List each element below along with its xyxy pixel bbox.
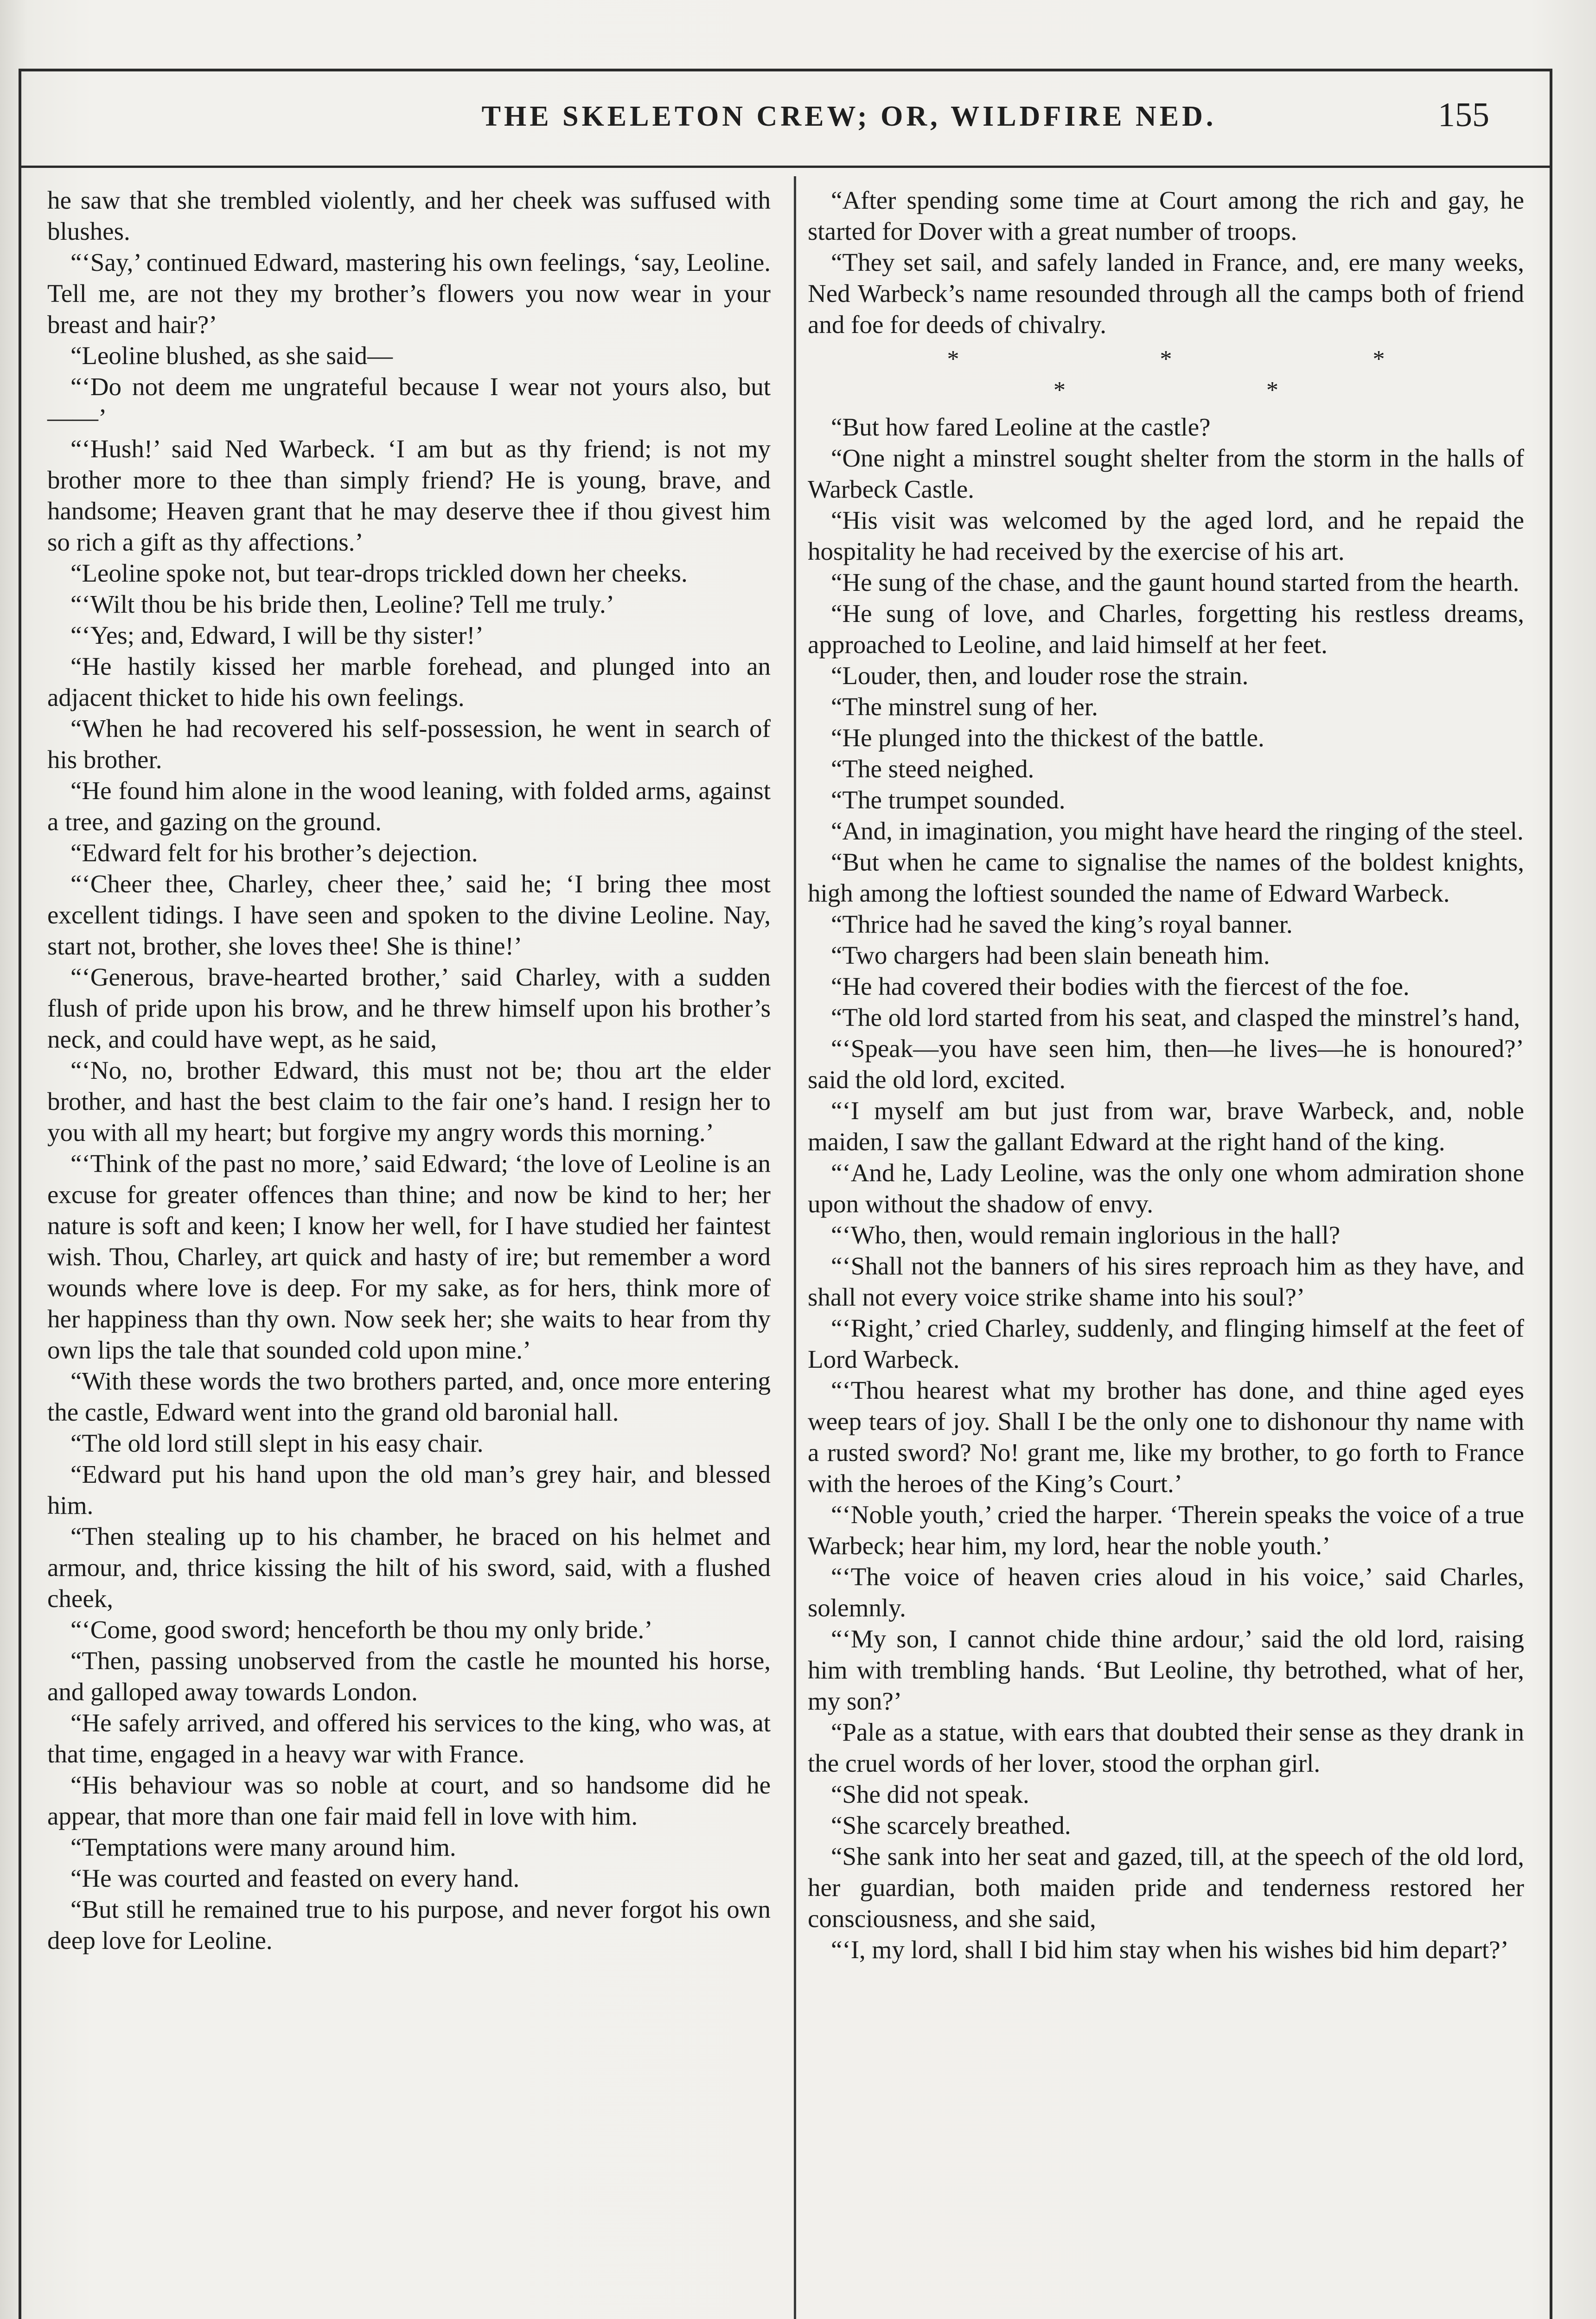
paragraph: “‘I myself am but just from war, brave Warbeck, and, noble maiden, I saw the gallant Edward at the right hand of the king. [808, 1096, 1524, 1156]
paragraph: “Edward felt for his brother’s dejection. [70, 839, 478, 867]
paragraph: “They set sail, and safely landed in France, and, ere many weeks, Ned Warbeck’s name resounded through all the camps both of friend and foe for deeds of chivalry. [808, 248, 1524, 339]
column-divider [794, 176, 796, 2319]
paragraph: “The trumpet sounded. [831, 786, 1066, 814]
page-number: 155 [1438, 96, 1489, 134]
paragraph: “‘Generous, brave-hearted brother,’ said Charley, with a sudden flush of pride upon his brow, and he threw himself upon his brother’s neck, and could have wept, as he said, [47, 963, 771, 1053]
paragraph: “He plunged into the thickest of the battle. [831, 724, 1264, 752]
paragraph: “‘Right,’ cried Charley, suddenly, and flinging himself at the feet of Lord Warbeck. [808, 1314, 1524, 1373]
paragraph: “‘I, my lord, shall I bid him stay when his wishes bid him depart?’ [831, 1935, 1509, 1964]
paragraph: “He had covered their bodies with the fiercest of the foe. [831, 972, 1410, 1000]
right-text-column [808, 185, 1524, 1965]
paragraph: “But when he came to signalise the names of the boldest knights, high among the loftiest sounded the name of Edward Warbeck. [808, 848, 1524, 907]
paragraph: “She did not speak. [831, 1780, 1029, 1808]
paragraph: “After spending some time at Court among the rich and gay, he started for Dover with a great number of troops. [808, 186, 1524, 245]
paragraph: “‘Yes; and, Edward, I will be thy sister!’ [70, 621, 484, 649]
paragraph: “‘The voice of heaven cries aloud in his voice,’ said Charles, solemnly. [808, 1563, 1524, 1622]
paragraph: “And, in imagination, you might have heard the ringing of the steel. [831, 817, 1524, 845]
paragraph: “Then, passing unobserved from the castle he mounted his horse, and galloped away towards London. [47, 1646, 771, 1706]
paragraph: “‘Shall not the banners of his sires reproach him as they have, and shall not every voice strike shame into his soul?’ [808, 1252, 1524, 1311]
paragraph: “He safely arrived, and offered his services to the king, who was, at that time, engaged in a heavy war with France. [47, 1709, 771, 1768]
paragraph: “He sung of love, and Charles, forgetting his restless dreams, approached to Leoline, and laid himself at her feet. [808, 599, 1524, 659]
paragraph: “Leoline spoke not, but tear-drops trickled down her cheeks. [70, 559, 688, 587]
paragraph: “‘Thou hearest what my brother has done, and thine aged eyes weep tears of joy. Shall I be the only one to dishonour thy name with a rusted sword? No! grant me, like my brother, to go forth to France with the heroes of the King’s Court.’ [808, 1376, 1524, 1498]
paragraph: “He was courted and feasted on every hand. [70, 1864, 520, 1892]
paragraph: “He sung of the chase, and the gaunt hound started from the hearth. [831, 568, 1519, 596]
paragraph: “‘Who, then, would remain inglorious in the hall? [831, 1221, 1341, 1249]
paragraph: “His visit was welcomed by the aged lord, and he repaid the hospitality he had received by the exercise of his art. [808, 506, 1524, 565]
paragraph: “He found him alone in the wood leaning, with folded arms, against a tree, and gazing on the ground. [47, 776, 771, 836]
paragraph: “His behaviour was so noble at court, and so handsome did he appear, that more than one fair maid fell in love with him. [47, 1771, 771, 1830]
paragraph: “But how fared Leoline at the castle? [831, 413, 1211, 441]
paragraph: “Then stealing up to his chamber, he braced on his helmet and armour, and, thrice kissing the hilt of his sword, said, with a flushed cheek, [47, 1522, 771, 1613]
paragraph: he saw that she trembled violently, and her cheek was suffused with blushes. [47, 186, 771, 245]
paragraph: “‘Come, good sword; henceforth be thou my only bride.’ [70, 1615, 653, 1644]
paragraph: “‘Wilt thou be his bride then, Leoline? Tell me truly.’ [70, 590, 615, 618]
paragraph: “The minstrel sung of her. [831, 692, 1098, 721]
paragraph: “Louder, then, and louder rose the strain. [831, 661, 1249, 690]
page-header [21, 71, 1550, 168]
paragraph: “Thrice had he saved the king’s royal banner. [831, 910, 1293, 938]
paragraph: “She scarcely breathed. [831, 1811, 1071, 1839]
running-title: THE SKELETON CREW; OR, WILDFIRE NED. [481, 101, 1217, 132]
paragraph: “Temptations were many around him. [70, 1833, 456, 1861]
paragraph: “Two chargers had been slain beneath him. [831, 941, 1270, 969]
paragraph: “She sank into her seat and gazed, till, at the speech of the old lord, her guardian, both maiden pride and tenderness restored her consciousness, and she said, [808, 1842, 1524, 1933]
left-text-column [47, 185, 771, 1956]
paragraph: “The old lord still slept in his easy chair. [70, 1429, 484, 1457]
paragraph: “‘No, no, brother Edward, this must not be; thou art the elder brother, and hast the best claim to the fair one’s hand. I resign her to you with all my heart; but forgive my angry words this morning.’ [47, 1056, 771, 1147]
paragraph: “But still he remained true to his purpose, and never forgot his own deep love for Leoline. [47, 1895, 771, 1954]
paragraph: “With these words the two brothers parted, and, once more entering the castle, Edward went into the grand old baronial hall. [47, 1367, 771, 1426]
paragraph: “‘Say,’ continued Edward, mastering his own feelings, ‘say, Leoline. Tell me, are not they my brother’s flowers you now wear in your breast and hair?’ [47, 248, 771, 339]
paragraph: “When he had recovered his self-possession, he went in search of his brother. [47, 714, 771, 774]
paragraph: “Pale as a statue, with ears that doubted their sense as they drank in the cruel words of her lover, stood the orphan girl. [808, 1718, 1524, 1777]
paragraph: “The old lord started from his seat, and clasped the minstrel’s hand, [831, 1003, 1520, 1031]
paragraph: “The steed neighed. [831, 755, 1034, 783]
paragraph: “‘My son, I cannot chide thine ardour,’ said the old lord, raising him with trembling hands. ‘But Leoline, thy betrothed, what of her, my son?’ [808, 1625, 1524, 1715]
paragraph: “One night a minstrel sought shelter from the storm in the halls of Warbeck Castle. [808, 444, 1524, 503]
section-break-stars: * * * * * [947, 346, 1482, 404]
paragraph: “He hastily kissed her marble forehead, and plunged into an adjacent thicket to hide his own feelings. [47, 652, 771, 711]
paragraph: “‘Cheer thee, Charley, cheer thee,’ said he; ‘I bring thee most excellent tidings. I have seen and spoken to the divine Leoline. Nay, start not, brother, she loves thee! She is thine!’ [47, 870, 771, 960]
paragraph: “‘Speak—you have seen him, then—he lives—he is honoured?’ said the old lord, excited. [808, 1034, 1524, 1094]
paragraph: “Edward put his hand upon the old man’s grey hair, and blessed him. [47, 1460, 771, 1519]
paragraph: “‘Do not deem me ungrateful because I wear not yours also, but——’ [47, 372, 771, 432]
paragraph: “‘And he, Lady Leoline, was the only one whom admiration shone upon without the shadow of envy. [808, 1159, 1524, 1218]
paragraph: “‘Think of the past no more,’ said Edward; ‘the love of Leoline is an excuse for greater offences than thine; and now be kind to her; her nature is soft and keen; I know her well, for I have studied her faintest wish. Thou, Charley, art quick and hasty of ire; but remember a word wounds where love is deep. For my sake, as for hers, think more of her happiness than thy own. Now seek her; she waits to hear from thy own lips the tale that sounded cold upon mine.’ [47, 1149, 771, 1364]
paragraph: “Leoline blushed, as she said— [70, 341, 393, 370]
paragraph: “‘Hush!’ said Ned Warbeck. ‘I am but as thy friend; is not my brother more to thee than simply friend? He is young, brave, and handsome; Heaven grant that he may deserve thee if thou givest him so rich a gift as thy affections.’ [47, 435, 771, 556]
paragraph: “‘Noble youth,’ cried the harper. ‘Therein speaks the voice of a true Warbeck; hear him, my lord, hear the noble youth.’ [808, 1500, 1524, 1560]
